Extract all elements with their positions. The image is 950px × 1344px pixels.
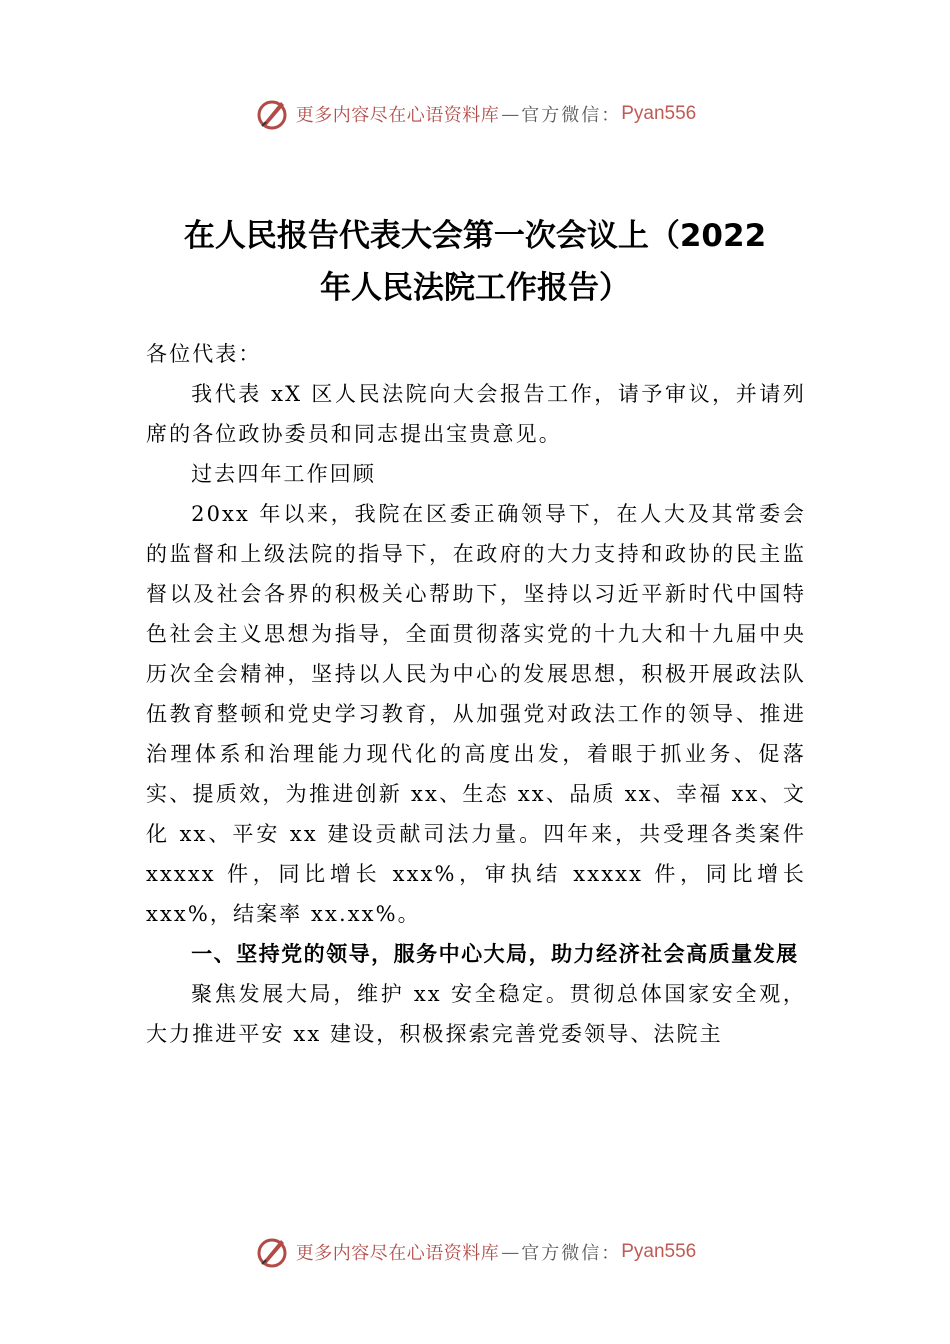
- document-title: [145, 210, 805, 314]
- section-heading-1: 一、坚持党的领导，服务中心大局，助力经济社会高质量发展: [191, 942, 799, 966]
- title-line-2: 年人民法院工作报告）: [320, 270, 630, 306]
- footer-separator: —: [501, 1241, 520, 1263]
- footer-brand: 更多内容尽在心语资料库: [295, 1243, 500, 1264]
- title-line-1: 在人民报告代表大会第一次会议上（2022: [183, 218, 767, 254]
- banner-brand: 更多内容尽在心语资料库: [295, 105, 500, 126]
- paragraph-security: 聚焦发展大局，维护 xx 安全稳定。贯彻总体国家安全观，大力推进平安 xx 建设，积极探索完善党委领导、法院主: [146, 982, 806, 1046]
- document-body: [146, 334, 806, 1054]
- banner-separator: —: [501, 103, 520, 125]
- quill-circle-icon: [254, 96, 290, 132]
- paragraph-review: 20xx 年以来，我院在区委正确领导下，在人大及其常委会的监督和上级法院的指导下，在政府的大力支持和政协的民主监督以及社会各界的积极关心帮助下，坚持以习近平新时代中国特色社会主义思想为指导，全面贯彻落实党的十九大和十九届中央历次全会精神，坚持以人民为中心的发展思想，积极开展政法队伍教育整顿和党史学习教育，从加强党对政法工作的领导、推进治理体系和治理能力现代化的高度出发，着眼于抓业务、促落实、提质效，为推进创新 xx、生态 xx、品质 xx、幸福 xx、文化 xx、平安 xx 建设贡献司法力量。四年来，共受理各类案件 xxxxx 件，同比增长 xxx%，审执结 xxxxx 件，同比增长 xxx%，结案率 xx.xx%。: [146, 502, 806, 926]
- salutation: 各位代表：: [146, 342, 262, 366]
- footer-banner: [0, 1230, 950, 1274]
- banner-label: 官方微信：: [521, 105, 622, 126]
- quill-circle-icon: [254, 1234, 290, 1270]
- paragraph-intro: 我代表 xX 区人民法院向大会报告工作，请予审议，并请列席的各位政协委员和同志提出宝贵意见。: [146, 382, 806, 446]
- header-banner: [0, 92, 950, 136]
- footer-label: 官方微信：: [521, 1243, 622, 1264]
- footer-wechat-id: Pyan556: [621, 1241, 697, 1262]
- banner-wechat-id: Pyan556: [621, 103, 697, 124]
- section-review-title: 过去四年工作回顾: [191, 462, 376, 486]
